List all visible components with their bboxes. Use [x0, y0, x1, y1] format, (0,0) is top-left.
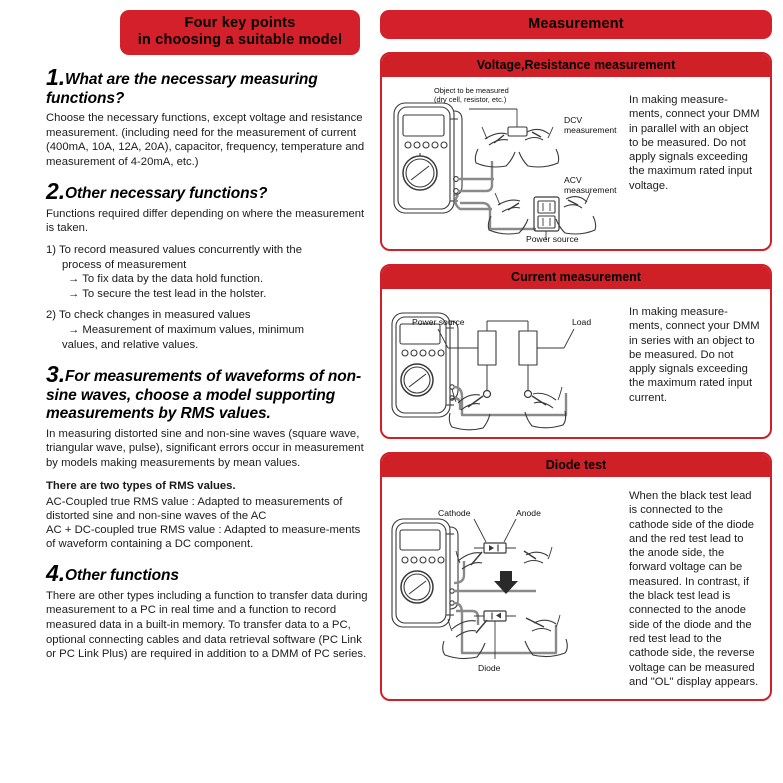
panel-diode-test-body	[382, 477, 770, 699]
label-cathode: Cathode	[438, 508, 471, 518]
label-object-line-1: Object to be measured	[434, 86, 509, 95]
section-2-item-1-line-1: 1) To record measured values concurrently with the	[46, 244, 302, 257]
label-anode: Anode	[516, 508, 541, 518]
voltage-measurement-diagram	[386, 83, 623, 243]
section-4-body: There are other types including a function to transfer data during measurement to a PC in real time and a function to record measured data in a built-in memory. To transfer data to a PC, optional connecting cables and data retrieval software (PC Link or PC Link Plus) are required in addition to a DMM of PC series.	[46, 589, 368, 661]
panel-voltage-resistance-title: Voltage,Resistance measurement	[382, 54, 770, 77]
section-4-heading	[46, 560, 371, 587]
section-2-item-1-arrow-2: → To secure the test lead in the holster.	[68, 287, 267, 300]
panel-diode-test-note: When the black test lead is connected to the cathode side of the diode and the red test lead to the anode side, the forward voltage can be measured. In contrast, if the black test lead is connected to the anode side of the diode and the red test lead to the cathode side, the reverse voltage can be measured and "OL" display appears.	[629, 490, 759, 688]
section-2-item-2-arrow-1: → Measurement of maximum values, minimum	[68, 324, 305, 337]
panel-voltage-resistance	[380, 52, 772, 251]
label-acv-line-1: ACV	[564, 175, 582, 185]
label-power-source: Power source	[526, 234, 579, 243]
left-column	[0, 0, 372, 783]
section-3-bold-line: There are two types of RMS values.	[46, 479, 236, 492]
dmm-illustration	[392, 519, 458, 627]
section-3-rms-2: AC + DC-coupled true RMS value : Adapted to measure-ments of waveform containing a DC component.	[46, 523, 361, 551]
section-1	[46, 64, 371, 169]
current-measurement-diagram	[386, 295, 623, 431]
section-1-heading-text: What are the necessary measuring functions?	[46, 71, 318, 107]
section-2-item-2-line-1: 2) To check changes in measured values	[46, 309, 251, 322]
banner-line-2: in choosing a suitable model	[137, 32, 343, 48]
section-2	[46, 178, 371, 352]
section-3-rms-1: AC-Coupled true RMS value : Adapted to measurements of distorted sine and non-sine waves of the AC	[46, 495, 343, 522]
panel-diode-test-title: Diode test	[382, 454, 770, 477]
section-3-heading-text: For measurements of waveforms of non-sine waves, choose a model supporting measurements by RMS values.	[46, 368, 362, 423]
section-3-heading	[46, 361, 371, 424]
section-2-heading-text: Other necessary functions?	[64, 185, 268, 203]
section-1-heading	[46, 64, 371, 108]
panel-voltage-resistance-note: In making measure-ments, connect your DMM in parallel with an object to be measured. Do not apply signals exceeding the maximum rated input voltage.	[629, 94, 760, 192]
panel-diode-test	[380, 452, 772, 701]
label-current-load: Load	[572, 317, 592, 327]
section-2-item-2	[46, 308, 371, 352]
section-4	[46, 560, 371, 661]
dmm-illustration	[394, 103, 462, 213]
section-4-heading-text: Other functions	[64, 567, 179, 585]
label-dcv-line-2: measurement	[564, 125, 617, 135]
label-diode: Diode	[478, 663, 501, 673]
label-dcv-line-1: DCV	[564, 115, 583, 125]
section-2-item-1-arrow-1: → To fix data by the data hold function.	[68, 273, 264, 286]
panel-current-title: Current measurement	[382, 266, 770, 289]
section-1-body: Choose the necessary functions, except voltage and resistance measurement. (including need for the measurement of current (400mA, 10A, 12A, 20A), capacitor, frequency, temperature and measurement of 4-20mA, etc.)	[46, 112, 365, 168]
banner-line-1: Four key points	[184, 15, 296, 31]
section-3	[46, 361, 371, 551]
label-acv-line-2: measurement	[564, 185, 617, 195]
four-key-points-banner	[120, 10, 360, 55]
panel-current	[380, 264, 772, 439]
section-1-number: 1.	[46, 64, 65, 90]
label-current-power-source: Power source	[412, 317, 465, 327]
right-column	[374, 0, 783, 783]
section-2-item-1	[46, 243, 371, 301]
dmm-illustration	[392, 313, 458, 417]
section-4-number: 4.	[46, 560, 65, 587]
panel-voltage-resistance-body	[382, 77, 770, 249]
section-2-item-1-line-2: process of measurement	[62, 258, 187, 271]
section-3-body: In measuring distorted sine and non-sine waves (square wave, triangular wave, pulse), significant errors occur in measurement by models making measurements by mean values.	[46, 427, 364, 469]
label-object-line-2: (dry cell, resistor, etc.)	[434, 95, 507, 104]
section-2-item-2-line-2: values, and relative values.	[62, 338, 199, 351]
panel-current-body	[382, 289, 770, 437]
section-2-body: Functions required differ depending on where the measurement is taken.	[46, 207, 365, 235]
measurement-banner: Measurement	[380, 10, 772, 39]
section-3-number: 3.	[46, 361, 65, 388]
panel-current-note: In making measure-ments, connect your DMM in series with an object to be measured. Do not apply signals exceeding the maximum rated input current.	[629, 306, 760, 404]
diode-test-diagram	[386, 483, 623, 693]
section-2-heading	[46, 178, 371, 205]
section-2-number: 2.	[46, 178, 65, 205]
